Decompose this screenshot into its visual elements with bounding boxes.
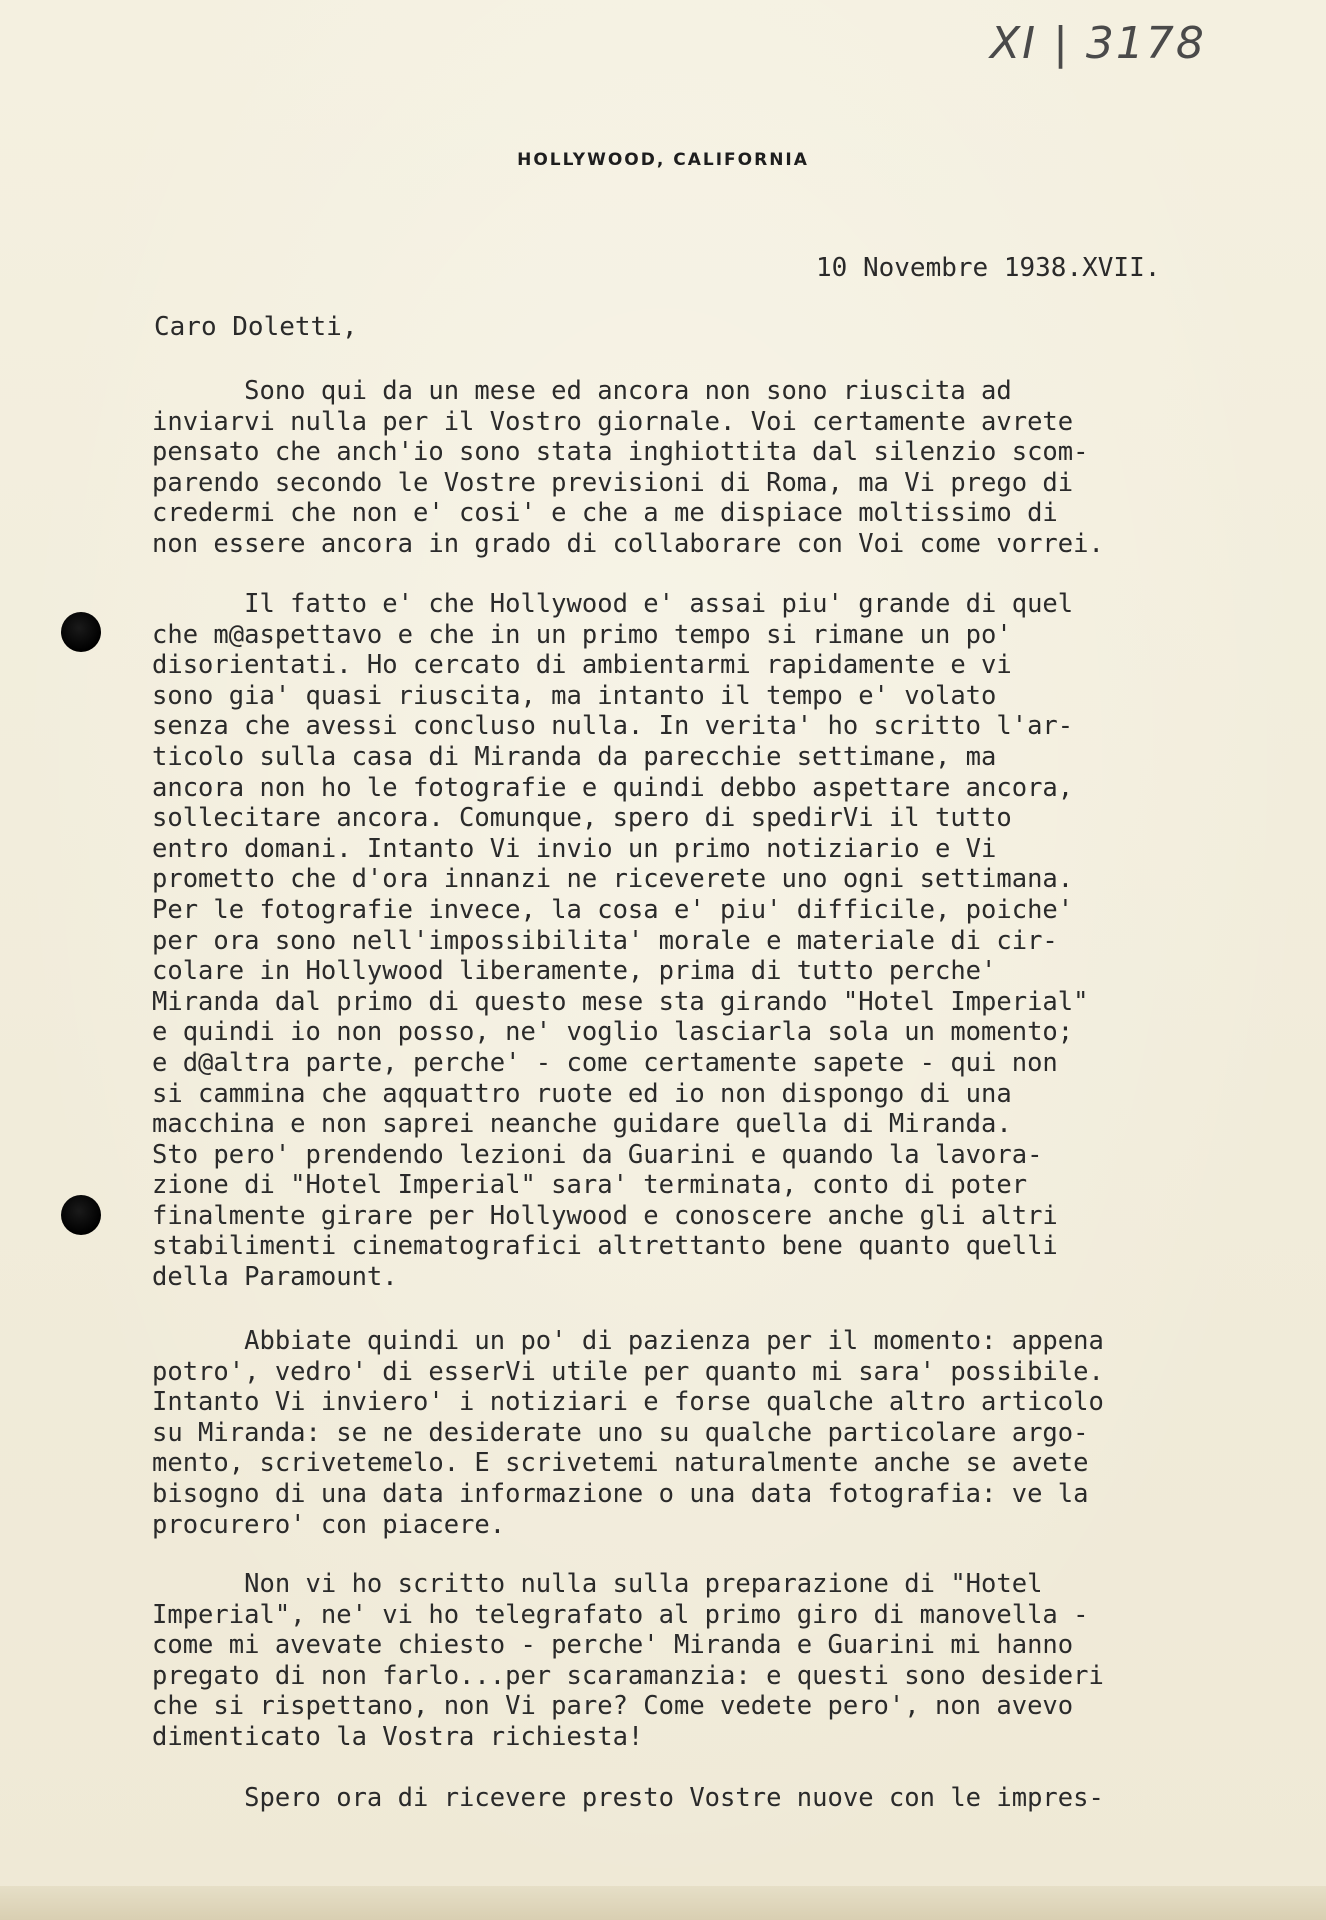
paragraph-4: Non vi ho scritto nulla sulla preparazione di "Hotel Imperial", ne' vi ho telegrafato al primo giro di manovella - come mi avevate chiesto - perche' Miranda e Guarini mi hanno pregato di non farlo...per scaramanzia: e questi sono desideri che si rispettano, non Vi pare? Come vedete pero', non avevo dimenticato la Vostra richiesta!	[152, 1569, 1104, 1752]
paragraph-2: Il fatto e' che Hollywood e' assai piu' grande di quel che m@aspettavo e che in un primo tempo si rimane un po' disorientati. Ho cercato di ambientarmi rapidamente e vi sono gia' quasi riuscita, ma intanto il tempo e' volato senza che avessi concluso nulla. In verita' ho scritto l'ar- ticolo sulla casa di Miranda da parecchie settimane, ma ancora non ho le fotografie e quindi debbo aspettare ancora, sollecitare ancora. Comunque, spero di spedirVi il tutto entro domani. Intanto Vi invio un primo notiziario e Vi prometto che d'ora innanzi ne riceverete uno ogni settimana. Per le fotografie invece, la cosa e' piu' difficile, poiche' per ora sono nell'impossibilita' morale e materiale di cir- colare in Hollywood liberamente, prima di tutto perche' Miranda dal primo di questo mese sta girando "Hotel Imperial" e quindi io non posso, ne' voglio lasciarla sola un momento; e d@altra parte, perche' - come certamente sapete - qui non si cammina che aqquattro ruote ed io non dispongo di una macchina e non saprei neanche guidare quella di Miranda. Sto pero' prendendo lezioni da Guarini e quando la lavora- zione di "Hotel Imperial" sara' terminata, conto di poter finalmente girare per Hollywood e conoscere anche gli altri stabilimenti cinematografici altrettanto bene quanto quelli della Paramount.	[152, 589, 1089, 1293]
paragraph-5: Spero ora di ricevere presto Vostre nuove con le impres-	[152, 1783, 1104, 1813]
paragraph-3: Abbiate quindi un po' di pazienza per il momento: appena potro', vedro' di esserVi utile per quanto mi sara' possibile. Intanto Vi inviero' i notiziari e forse qualche altro articolo su Miranda: se ne desiderate uno su qualche particolare argo- mento, scrivetemelo. E scrivetemi naturalmente anche se avete bisogno di una data informazione o una data fotografia: ve la procurero' con piacere.	[152, 1326, 1104, 1540]
letterhead: HOLLYWOOD, CALIFORNIA	[517, 150, 809, 170]
salutation: Caro Doletti,	[154, 312, 358, 342]
punch-hole	[61, 612, 101, 652]
archive-number: XI | 3178	[990, 18, 1206, 69]
letter-date: 10 Novembre 1938.XVII.	[816, 253, 1161, 283]
paragraph-1: Sono qui da un mese ed ancora non sono riuscita ad inviarvi nulla per il Vostro giornale. Voi certamente avrete pensato che anch'io sono stata inghiottita dal silenzio scom- parendo secondo le Vostre previsioni di Roma, ma Vi prego di credermi che non e' cosi' e che a me dispiace moltissimo di non essere ancora in grado di collaborare con Voi come vorrei.	[152, 376, 1104, 559]
page-bottom-edge	[0, 1886, 1326, 1920]
punch-hole	[61, 1195, 101, 1235]
